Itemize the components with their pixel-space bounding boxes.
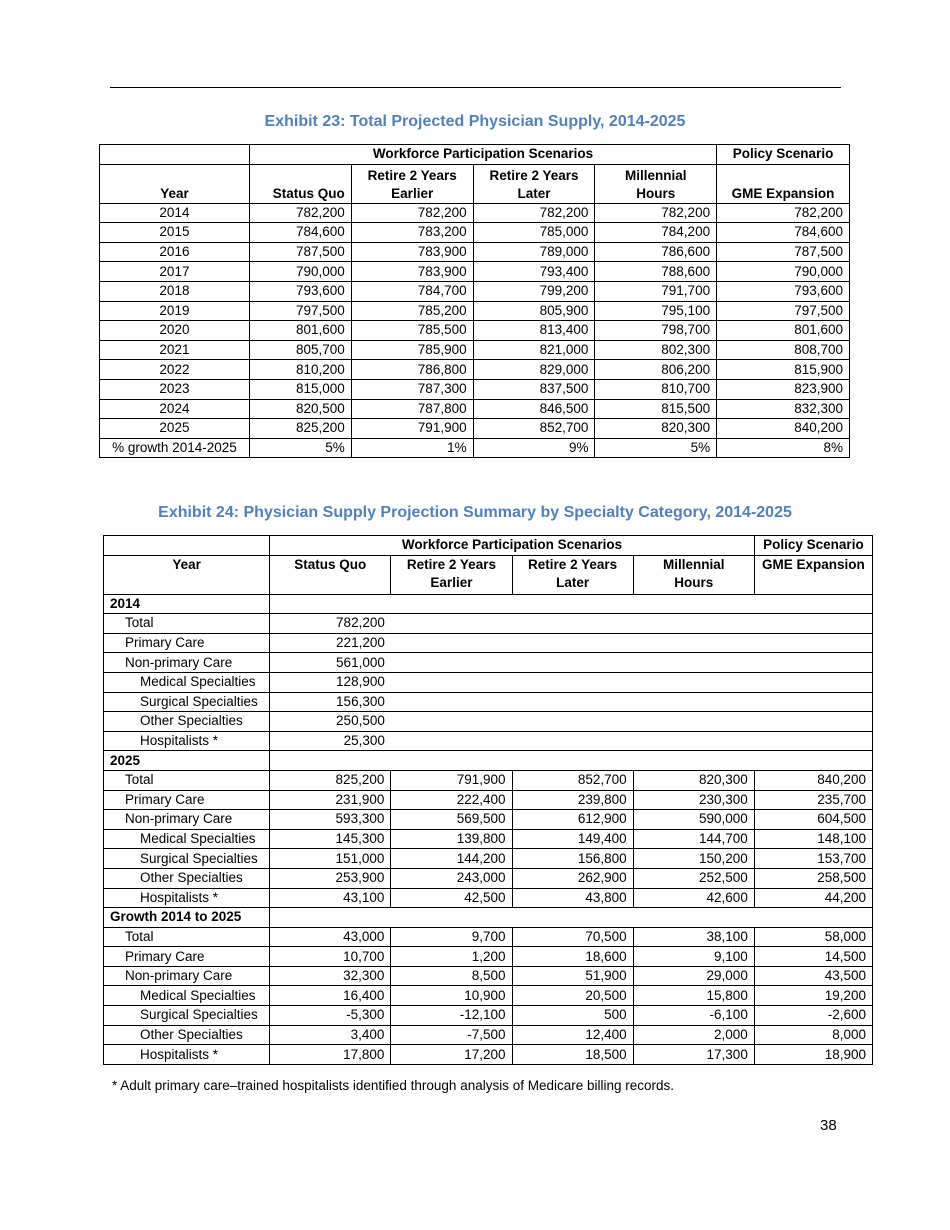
value-cell: 10,900 xyxy=(391,986,512,1006)
value-cell: 805,900 xyxy=(473,301,595,321)
value-cell: 593,300 xyxy=(270,810,391,830)
header-line: Hours xyxy=(674,574,714,590)
col-status-quo-header: Status Quo xyxy=(249,164,351,203)
value-cell: 791,900 xyxy=(391,770,512,790)
header-line: Earlier xyxy=(430,574,473,590)
value-cell: 51,900 xyxy=(512,966,633,986)
table-row xyxy=(104,770,873,790)
value-cell: 782,200 xyxy=(249,203,351,223)
value-cell: 782,200 xyxy=(595,203,717,223)
col-retire-earlier-header xyxy=(391,555,512,594)
year-cell: 2020 xyxy=(100,321,250,341)
value-cell: 16,400 xyxy=(270,986,391,1006)
value-cell: 801,600 xyxy=(249,321,351,341)
header-line: Retire 2 Years xyxy=(489,167,579,183)
exhibit-23-table xyxy=(99,144,850,458)
value-cell: 43,000 xyxy=(270,927,391,947)
value-cell: 823,900 xyxy=(717,379,850,399)
section-row xyxy=(104,751,873,771)
value-cell: 2,000 xyxy=(633,1025,754,1045)
table-row xyxy=(100,419,850,439)
value-cell: 19,200 xyxy=(754,986,872,1006)
table-row xyxy=(104,653,873,673)
value-cell: 791,700 xyxy=(595,281,717,301)
value-cell: 44,200 xyxy=(754,888,872,908)
value-cell: 805,700 xyxy=(249,340,351,360)
value-cell: 808,700 xyxy=(717,340,850,360)
value-cell: 58,000 xyxy=(754,927,872,947)
table-row xyxy=(100,438,850,458)
table-row xyxy=(100,301,850,321)
value-cell: 793,600 xyxy=(249,281,351,301)
section-blank-cell xyxy=(270,594,873,614)
value-cell: 789,000 xyxy=(473,242,595,262)
empty-cell xyxy=(391,692,873,712)
table-row xyxy=(104,888,873,908)
value-cell: 561,000 xyxy=(270,653,391,673)
header-line: Millennial xyxy=(662,556,725,572)
empty-cell xyxy=(391,672,873,692)
category-label: Non-primary Care xyxy=(104,810,270,830)
year-cell: 2023 xyxy=(100,379,250,399)
value-cell: 18,600 xyxy=(512,947,633,967)
header-line: Retire 2 Years xyxy=(406,556,496,572)
value-cell: 235,700 xyxy=(754,790,872,810)
category-label: Total xyxy=(104,927,270,947)
table-row xyxy=(104,810,873,830)
value-cell: 612,900 xyxy=(512,810,633,830)
value-cell: -12,100 xyxy=(391,1006,512,1026)
value-cell: 782,200 xyxy=(270,614,391,634)
value-cell: 12,400 xyxy=(512,1025,633,1045)
table-row xyxy=(100,281,850,301)
value-cell: 790,000 xyxy=(717,262,850,282)
category-label: Hospitalists * xyxy=(104,888,270,908)
value-cell: 793,400 xyxy=(473,262,595,282)
table-row xyxy=(104,614,873,634)
value-cell: 797,500 xyxy=(717,301,850,321)
header-line: Millennial xyxy=(625,167,687,183)
value-cell: 815,000 xyxy=(249,379,351,399)
workforce-scenarios-header: Workforce Participation Scenarios xyxy=(249,145,716,165)
value-cell: 832,300 xyxy=(717,399,850,419)
col-retire-later-header xyxy=(512,555,633,594)
table-row xyxy=(104,986,873,1006)
year-cell: 2024 xyxy=(100,399,250,419)
value-cell: 784,200 xyxy=(595,223,717,243)
col-retire-later-header xyxy=(473,164,595,203)
col-retire-earlier-header xyxy=(351,164,473,203)
value-cell: 785,900 xyxy=(351,340,473,360)
value-cell: 852,700 xyxy=(512,770,633,790)
value-cell: 790,000 xyxy=(249,262,351,282)
header-blank-cell xyxy=(104,536,270,556)
table-row xyxy=(104,849,873,869)
value-cell: 252,500 xyxy=(633,868,754,888)
value-cell: 43,100 xyxy=(270,888,391,908)
category-label: Hospitalists * xyxy=(104,1045,270,1065)
value-cell: -7,500 xyxy=(391,1025,512,1045)
value-cell: 20,500 xyxy=(512,986,633,1006)
table-row xyxy=(100,203,850,223)
value-cell: 825,200 xyxy=(270,770,391,790)
value-cell: 846,500 xyxy=(473,399,595,419)
table-row xyxy=(104,947,873,967)
value-cell: 782,200 xyxy=(717,203,850,223)
category-label: Medical Specialties xyxy=(104,829,270,849)
header-line: Hours xyxy=(636,185,676,201)
workforce-scenarios-header: Workforce Participation Scenarios xyxy=(270,536,755,556)
value-cell: 813,400 xyxy=(473,321,595,341)
value-cell: 852,700 xyxy=(473,419,595,439)
value-cell: 500 xyxy=(512,1006,633,1026)
year-cell: 2014 xyxy=(100,203,250,223)
exhibit-24-title: Exhibit 24: Physician Supply Projection Summary by Specialty Category, 2014-2025 xyxy=(158,504,792,521)
empty-cell xyxy=(391,712,873,732)
value-cell: 784,700 xyxy=(351,281,473,301)
year-cell: 2022 xyxy=(100,360,250,380)
value-cell: 785,500 xyxy=(351,321,473,341)
category-label: Surgical Specialties xyxy=(104,849,270,869)
table-row xyxy=(100,340,850,360)
table-row xyxy=(104,731,873,751)
value-cell: 783,900 xyxy=(351,242,473,262)
value-cell: 815,900 xyxy=(717,360,850,380)
year-cell: 2018 xyxy=(100,281,250,301)
value-cell: 43,800 xyxy=(512,888,633,908)
value-cell: 150,200 xyxy=(633,849,754,869)
value-cell: 787,300 xyxy=(351,379,473,399)
value-cell: 840,200 xyxy=(754,770,872,790)
value-cell: 786,600 xyxy=(595,242,717,262)
value-cell: -5,300 xyxy=(270,1006,391,1026)
value-cell: 156,800 xyxy=(512,849,633,869)
value-cell: 8,500 xyxy=(391,966,512,986)
value-cell: -6,100 xyxy=(633,1006,754,1026)
table-row xyxy=(100,262,850,282)
value-cell: 784,600 xyxy=(249,223,351,243)
category-label: Total xyxy=(104,614,270,634)
value-cell: 5% xyxy=(595,438,717,458)
value-cell: 788,600 xyxy=(595,262,717,282)
page-number: 38 xyxy=(820,1117,837,1134)
value-cell: 840,200 xyxy=(717,419,850,439)
value-cell: 1,200 xyxy=(391,947,512,967)
value-cell: 783,200 xyxy=(351,223,473,243)
value-cell: 806,200 xyxy=(595,360,717,380)
value-cell: 128,900 xyxy=(270,672,391,692)
value-cell: 9,700 xyxy=(391,927,512,947)
year-cell: 2016 xyxy=(100,242,250,262)
value-cell: 820,300 xyxy=(633,770,754,790)
value-cell: 815,500 xyxy=(595,399,717,419)
table-header-row xyxy=(100,164,850,203)
table-row xyxy=(104,927,873,947)
value-cell: 243,000 xyxy=(391,868,512,888)
category-label: Surgical Specialties xyxy=(104,1006,270,1026)
value-cell: 820,500 xyxy=(249,399,351,419)
table-row xyxy=(104,1006,873,1026)
category-label: Medical Specialties xyxy=(104,672,270,692)
value-cell: 837,500 xyxy=(473,379,595,399)
value-cell: 15,800 xyxy=(633,986,754,1006)
section-blank-cell xyxy=(270,908,873,928)
year-cell: 2019 xyxy=(100,301,250,321)
table-row xyxy=(104,868,873,888)
col-year-header: Year xyxy=(104,555,270,594)
value-cell: 145,300 xyxy=(270,829,391,849)
table-row xyxy=(100,223,850,243)
section-label: Growth 2014 to 2025 xyxy=(104,908,270,928)
value-cell: 783,900 xyxy=(351,262,473,282)
value-cell: 590,000 xyxy=(633,810,754,830)
category-label: Primary Care xyxy=(104,633,270,653)
value-cell: 820,300 xyxy=(595,419,717,439)
value-cell: 239,800 xyxy=(512,790,633,810)
header-line: Retire 2 Years xyxy=(367,167,457,183)
col-gme-header: GME Expansion xyxy=(717,164,850,203)
header-line: Earlier xyxy=(391,185,434,201)
value-cell: 17,800 xyxy=(270,1045,391,1065)
section-row xyxy=(104,594,873,614)
value-cell: 825,200 xyxy=(249,419,351,439)
value-cell: -2,600 xyxy=(754,1006,872,1026)
value-cell: 151,000 xyxy=(270,849,391,869)
value-cell: 250,500 xyxy=(270,712,391,732)
year-cell: 2021 xyxy=(100,340,250,360)
table-row xyxy=(104,790,873,810)
header-rule xyxy=(110,87,841,88)
value-cell: 786,800 xyxy=(351,360,473,380)
category-label: Surgical Specialties xyxy=(104,692,270,712)
section-label: 2025 xyxy=(104,751,270,771)
category-label: Primary Care xyxy=(104,947,270,967)
value-cell: 17,300 xyxy=(633,1045,754,1065)
value-cell: 70,500 xyxy=(512,927,633,947)
table-row xyxy=(100,399,850,419)
value-cell: 258,500 xyxy=(754,868,872,888)
value-cell: 798,700 xyxy=(595,321,717,341)
table-header-row xyxy=(104,536,873,556)
value-cell: 829,000 xyxy=(473,360,595,380)
value-cell: 810,200 xyxy=(249,360,351,380)
table-header-row xyxy=(104,555,873,594)
policy-scenario-header: Policy Scenario xyxy=(754,536,872,556)
year-cell: % growth 2014-2025 xyxy=(100,438,250,458)
col-millennial-header xyxy=(633,555,754,594)
value-cell: 810,700 xyxy=(595,379,717,399)
category-label: Other Specialties xyxy=(104,1025,270,1045)
value-cell: 153,700 xyxy=(754,849,872,869)
section-row xyxy=(104,908,873,928)
exhibit-23-body xyxy=(100,203,850,458)
empty-cell xyxy=(391,731,873,751)
value-cell: 782,200 xyxy=(351,203,473,223)
value-cell: 802,300 xyxy=(595,340,717,360)
value-cell: 8% xyxy=(717,438,850,458)
table-row xyxy=(104,1025,873,1045)
value-cell: 1% xyxy=(351,438,473,458)
value-cell: 797,500 xyxy=(249,301,351,321)
value-cell: 799,200 xyxy=(473,281,595,301)
value-cell: 791,900 xyxy=(351,419,473,439)
value-cell: 782,200 xyxy=(473,203,595,223)
value-cell: 787,500 xyxy=(717,242,850,262)
col-status-quo-header: Status Quo xyxy=(270,555,391,594)
footnote: * Adult primary care–trained hospitalists identified through analysis of Medicare billing records. xyxy=(112,1078,675,1093)
category-label: Hospitalists * xyxy=(104,731,270,751)
value-cell: 5% xyxy=(249,438,351,458)
category-label: Non-primary Care xyxy=(104,966,270,986)
table-row xyxy=(100,242,850,262)
table-row xyxy=(100,379,850,399)
value-cell: 787,500 xyxy=(249,242,351,262)
value-cell: 144,700 xyxy=(633,829,754,849)
exhibit-24-body xyxy=(104,594,873,1064)
value-cell: 221,200 xyxy=(270,633,391,653)
table-row xyxy=(100,360,850,380)
value-cell: 18,500 xyxy=(512,1045,633,1065)
category-label: Medical Specialties xyxy=(104,986,270,1006)
section-blank-cell xyxy=(270,751,873,771)
value-cell: 144,200 xyxy=(391,849,512,869)
value-cell: 793,600 xyxy=(717,281,850,301)
table-row xyxy=(104,1045,873,1065)
value-cell: 8,000 xyxy=(754,1025,872,1045)
value-cell: 231,900 xyxy=(270,790,391,810)
category-label: Other Specialties xyxy=(104,868,270,888)
value-cell: 785,000 xyxy=(473,223,595,243)
value-cell: 230,300 xyxy=(633,790,754,810)
value-cell: 821,000 xyxy=(473,340,595,360)
value-cell: 801,600 xyxy=(717,321,850,341)
value-cell: 3,400 xyxy=(270,1025,391,1045)
category-label: Total xyxy=(104,770,270,790)
header-line: Later xyxy=(556,574,590,590)
header-line: Later xyxy=(517,185,551,201)
value-cell: 156,300 xyxy=(270,692,391,712)
value-cell: 32,300 xyxy=(270,966,391,986)
value-cell: 253,900 xyxy=(270,868,391,888)
value-cell: 569,500 xyxy=(391,810,512,830)
year-cell: 2025 xyxy=(100,419,250,439)
table-row xyxy=(104,712,873,732)
year-cell: 2015 xyxy=(100,223,250,243)
value-cell: 9% xyxy=(473,438,595,458)
value-cell: 785,200 xyxy=(351,301,473,321)
value-cell: 42,500 xyxy=(391,888,512,908)
value-cell: 795,100 xyxy=(595,301,717,321)
year-cell: 2017 xyxy=(100,262,250,282)
table-row xyxy=(104,966,873,986)
empty-cell xyxy=(391,653,873,673)
value-cell: 25,300 xyxy=(270,731,391,751)
table-row xyxy=(100,321,850,341)
value-cell: 787,800 xyxy=(351,399,473,419)
value-cell: 38,100 xyxy=(633,927,754,947)
exhibit-23-title: Exhibit 23: Total Projected Physician Supply, 2014-2025 xyxy=(264,113,686,130)
value-cell: 784,600 xyxy=(717,223,850,243)
value-cell: 262,900 xyxy=(512,868,633,888)
value-cell: 222,400 xyxy=(391,790,512,810)
value-cell: 42,600 xyxy=(633,888,754,908)
value-cell: 149,400 xyxy=(512,829,633,849)
value-cell: 29,000 xyxy=(633,966,754,986)
value-cell: 17,200 xyxy=(391,1045,512,1065)
col-gme-header: GME Expansion xyxy=(754,555,872,594)
value-cell: 18,900 xyxy=(754,1045,872,1065)
header-line: Retire 2 Years xyxy=(528,556,618,572)
value-cell: 148,100 xyxy=(754,829,872,849)
header-blank-cell xyxy=(100,145,250,165)
value-cell: 9,100 xyxy=(633,947,754,967)
category-label: Other Specialties xyxy=(104,712,270,732)
policy-scenario-header: Policy Scenario xyxy=(717,145,850,165)
value-cell: 43,500 xyxy=(754,966,872,986)
col-millennial-header xyxy=(595,164,717,203)
value-cell: 10,700 xyxy=(270,947,391,967)
table-row xyxy=(104,633,873,653)
empty-cell xyxy=(391,614,873,634)
table-row xyxy=(104,672,873,692)
empty-cell xyxy=(391,633,873,653)
value-cell: 14,500 xyxy=(754,947,872,967)
table-row xyxy=(104,692,873,712)
value-cell: 139,800 xyxy=(391,829,512,849)
value-cell: 604,500 xyxy=(754,810,872,830)
exhibit-24-table xyxy=(103,535,873,1065)
category-label: Primary Care xyxy=(104,790,270,810)
table-row xyxy=(104,829,873,849)
category-label: Non-primary Care xyxy=(104,653,270,673)
col-year-header: Year xyxy=(100,164,250,203)
section-label: 2014 xyxy=(104,594,270,614)
table-header-row xyxy=(100,145,850,165)
